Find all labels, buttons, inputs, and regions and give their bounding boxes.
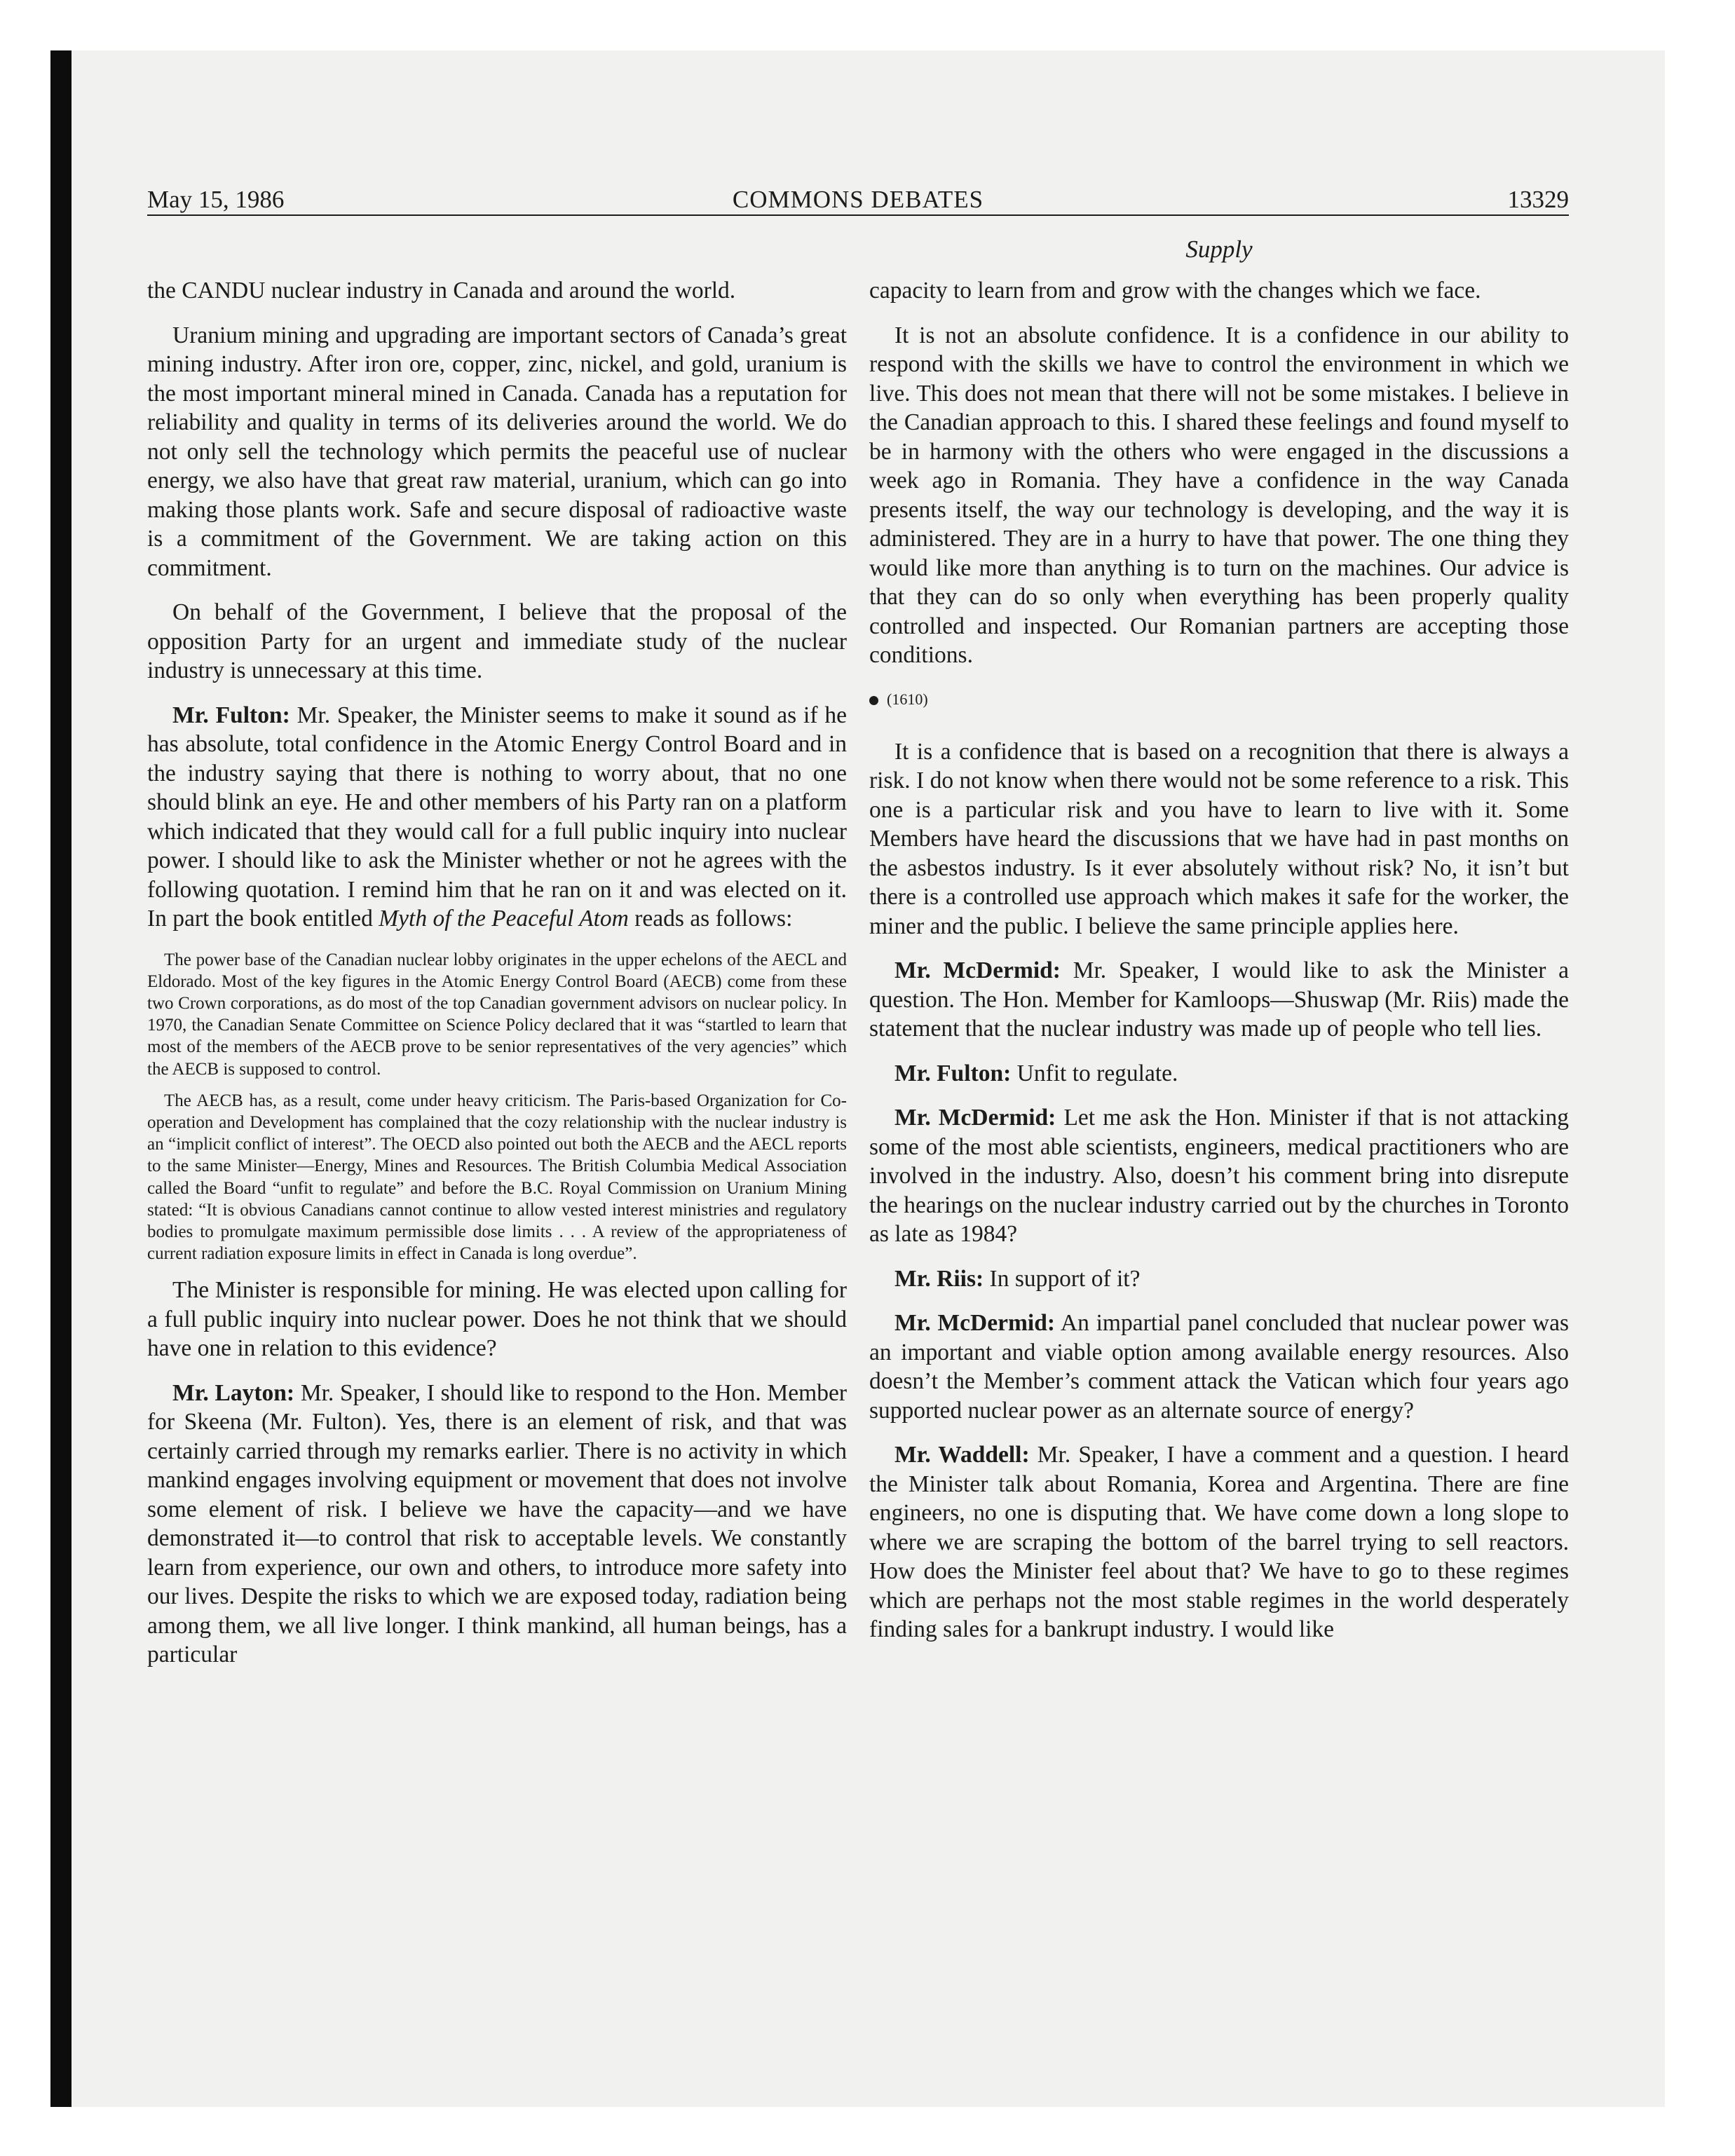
speech-text: In support of it? — [984, 1265, 1141, 1292]
speech-text: Mr. Speaker, I should like to respond to the Hon. Member for Skeena (Mr. Fulton). Yes, there is an element of risk, and that was certainly carried through my remarks earlier. There is no activity in which mankind engages involving equipment or movement that does not involve some element of risk. I believe we have the capacity—and we have demonstrated it—to control that risk to acceptable levels. We constantly learn from experience, our own and others, to introduce more safety into our lives. Despite the risks to which we are exposed today, radiation being among them, we all live longer. I think mankind, all human beings, has a particular — [147, 1379, 848, 1668]
page-header — [147, 184, 1569, 216]
right-column — [869, 276, 1569, 1660]
book-title: Myth of the Peaceful Atom — [379, 906, 629, 932]
timestamp — [869, 685, 1569, 714]
paragraph: The Minister is responsible for mining. He was elected upon calling for a full public inquiry into nuclear power. Does he not think that we should have one in relation to this evidence? — [147, 1277, 847, 1362]
speech-paragraph — [869, 1309, 1569, 1425]
speech-paragraph — [147, 1379, 847, 1670]
speech-text: reads as follows: — [628, 906, 793, 932]
speaker-name: Mr. Fulton: — [894, 1060, 1012, 1086]
scan-border — [50, 50, 72, 2107]
speech-paragraph — [869, 1264, 1569, 1294]
speaker-name: Mr. McDermid: — [894, 1105, 1056, 1131]
speaker-name: Mr. Riis: — [894, 1265, 984, 1292]
speech-text: Let me ask the Hon. Minister if that is not attacking some of the most able scientists, engineers, medical practitioners who are involved in the industry. Also, doesn’t his comment bring into disrepute the hearings on the nuclear industry carried out by the churches in Toronto as late as 1984? — [869, 1105, 1570, 1247]
header-rule — [147, 214, 1569, 216]
paragraph: It is a confidence that is based on a recognition that there is always a risk. I do not know when there would not be some reference to a risk. This one is a particular risk and you have to learn to live with it. Some Members have heard the discussions that we have had in past months on the asbestos industry. Is it ever absolutely without risk? No, it isn’t but there is a controlled use approach which makes it safe for the worker, the miner and the public. I believe the same principle applies here. — [869, 738, 1569, 939]
paragraph: On behalf of the Government, I believe that the proposal of the opposition Party for an urgent and immediate study of the nuclear industry is unnecessary at this time. — [147, 599, 847, 683]
paragraph: Uranium mining and upgrading are important sectors of Canada’s great mining industry. After iron ore, copper, zinc, nickel, and gold, uranium is the most important mineral mined in Canada. Canada has a reputation for reliability and quality in terms of its deliveries around the world. We do not only sell the technology which permits the peaceful use of nuclear energy, we also have that great raw material, uranium, which can go into making those plants work. Safe and secure disposal of radioactive waste is a commitment of the Government. We are taking action on this commitment. — [147, 322, 847, 581]
speech-text: Mr. Speaker, the Minister seems to make it sound as if he has absolute, total confidence in the Atomic Energy Control Board and in the industry saying that there is nothing to worry about, that no one should blink an eye. He and other members of his Party ran on a platform which indicated that they would call for a full public inquiry into nuclear power. I should like to ask the Minister whether or not he agrees with the following quotation. I remind him that he ran on it and was elected on it. In part the book entitled — [147, 702, 847, 932]
left-column — [147, 276, 847, 1685]
speaker-name: Mr. Fulton: — [172, 702, 290, 728]
speech-text: Mr. Speaker, I would like to ask the Minister a question. The Hon. Member for Kamloops—Shuswap (Mr. Riis) made the statement that the nuclear industry was made up of people who tell lies. — [869, 957, 1569, 1042]
section-label: Supply — [1185, 236, 1253, 263]
speaker-name: Mr. Layton: — [172, 1379, 295, 1406]
speech-text: An impartial panel concluded that nuclear power was an important and viable option among available energy resources. Also doesn’t the Member’s comment attack the Vatican which four years ago supported nuclear power as an alternate source of energy? — [869, 1310, 1569, 1424]
page-number: 13329 — [1507, 186, 1569, 213]
speech-paragraph — [869, 956, 1569, 1044]
speech-paragraph — [869, 1440, 1569, 1644]
paragraph: capacity to learn from and grow with the changes which we face. — [869, 278, 1481, 303]
speech-text: Unfit to regulate. — [1011, 1060, 1178, 1086]
speaker-name: Mr. McDermid: — [894, 957, 1061, 983]
speech-paragraph — [869, 1059, 1569, 1089]
bullet-icon — [869, 696, 878, 705]
timestamp-text: (1610) — [887, 690, 928, 708]
block-quote: The power base of the Canadian nuclear lobby originates in the upper echelons of the AECL and Eldorado. Most of the key figures in the Atomic Energy Control Board (AECB) come from these two Crown corporations, as do most of the top Canadian government advisors on nuclear policy. In 1970, the Canadian Senate Committee on Science Policy declared that it was “startled to learn that most of the members of the AECB prove to be senior representatives of the very agencies” which the AECB is supposed to control. — [147, 950, 847, 1079]
header-title: COMMONS DEBATES — [732, 186, 984, 213]
speech-text: Mr. Speaker, I have a comment and a question. I heard the Minister talk about Romania, Korea and Argentina. There are fine engineers, no one is disputing that. We have come down a long slope to where we are scraping the bottom of the barrel trying to sell reactors. How does the Minister feel about that? We have to go to these regimes which are perhaps not the most stable regimes in the world desperately finding sales for a bankrupt industry. I would like — [869, 1442, 1569, 1642]
speech-paragraph — [869, 1103, 1569, 1249]
speaker-name: Mr. McDermid: — [894, 1310, 1055, 1336]
speaker-name: Mr. Waddell: — [894, 1442, 1030, 1468]
paragraph: It is not an absolute confidence. It is a confidence in our ability to respond with the skills we have to control the environment in which we live. This does not mean that there will not be some mistakes. I believe in the Canadian approach to this. I shared these feelings and found myself to be in harmony with the others who were engaged in the discussions a week ago in Romania. They have a confidence in the way Canada presents itself, the way our technology is developing, and the way it is administered. They are in a hurry to have that power. The one thing they would like more than anything is to turn on the machines. Our advice is that they can do so only when everything has been properly quality controlled and inspected. Our Romanian partners are accepting those conditions. — [869, 322, 1569, 668]
block-quote: The AECB has, as a result, come under heavy criticism. The Paris-based Organization for Co-operation and Development has complained that the cozy relationship with the nuclear industry is an “implicit conflict of interest”. The OECD also pointed out both the AECB and the AECL reports to the same Minister—Energy, Mines and Resources. The British Columbia Medical Association called the Board “unfit to regulate” and before the B.C. Royal Commission on Uranium Mining stated: “It is obvious Canadians cannot continue to allow vested interest ministries and regulatory bodies to promulgate maximum permissible dose limits . . . A review of the appropriateness of current radiation exposure limits in effect in Canada is long overdue”. — [147, 1091, 847, 1264]
paragraph: the CANDU nuclear industry in Canada and around the world. — [147, 278, 736, 303]
speech-paragraph — [147, 701, 847, 934]
header-date: May 15, 1986 — [147, 186, 285, 213]
